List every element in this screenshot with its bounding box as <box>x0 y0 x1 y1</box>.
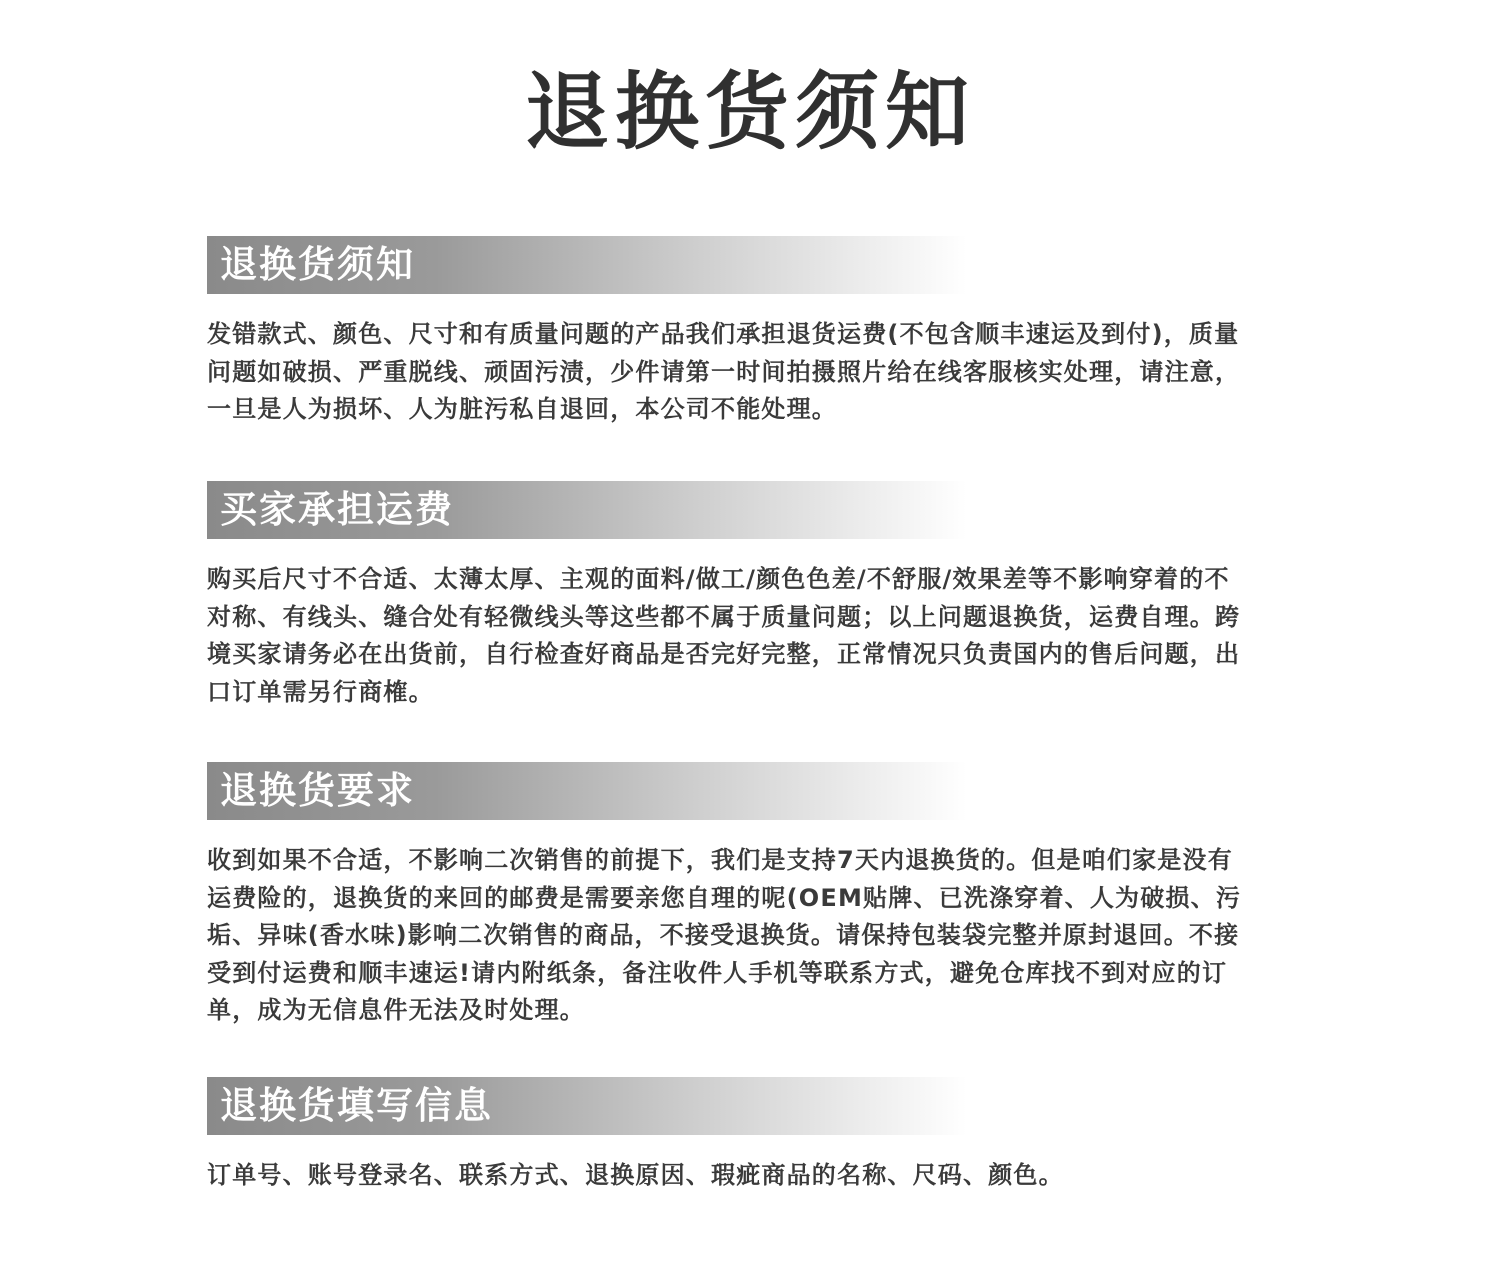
section-return-requirements <box>207 762 1247 1030</box>
section-return-info <box>207 1077 1247 1195</box>
section-heading: 退换货填写信息 <box>220 1084 493 1127</box>
section-heading: 买家承担运费 <box>220 488 454 531</box>
section-body: 收到如果不合适，不影响二次销售的前提下，我们是支持7天内退换货的。但是咱们家是没有运费险的，退换货的来回的邮费是需要亲您自理的呢(OEM贴牌、已洗涤穿着、人为破损、污垢、异味(香水味)影响二次销售的商品，不接受退换货。请保持包装袋完整并原封退回。不接受到付运费和顺丰速运!请内附纸条，备注收件人手机等联系方式，避免仓库找不到对应的订单，成为无信息件无法及时处理。 <box>207 846 1242 1024</box>
section-header <box>207 762 967 820</box>
section-header <box>207 481 967 539</box>
page-title: 退换货须知 <box>524 63 975 161</box>
section-header <box>207 1077 967 1135</box>
section-heading: 退换货须知 <box>220 243 415 286</box>
section-body: 发错款式、颜色、尺寸和有质量问题的产品我们承担退货运费(不包含顺丰速运及到付)，质量问题如破损、严重脱线、顽固污渍，少件请第一时间拍摄照片给在线客服核实处理，请注意，一旦是人为损坏、人为脏污私自退回，本公司不能处理。 <box>207 320 1241 423</box>
section-buyer-shipping <box>207 481 1247 711</box>
section-header <box>207 236 967 294</box>
section-body: 订单号、账号登录名、联系方式、退换原因、瑕疵商品的名称、尺码、颜色。 <box>207 1161 1064 1189</box>
section-heading: 退换货要求 <box>220 769 415 812</box>
section-body: 购买后尺寸不合适、太薄太厚、主观的面料/做工/颜色色差/不舒服/效果差等不影响穿着的不对称、有线头、缝合处有轻微线头等这些都不属于质量问题；以上问题退换货，运费自理。跨境买家请务必在出货前，自行检查好商品是否完好完整，正常情况只负责国内的售后问题，出口订单需另行商榷。 <box>207 565 1241 706</box>
section-return-notice <box>207 236 1247 429</box>
